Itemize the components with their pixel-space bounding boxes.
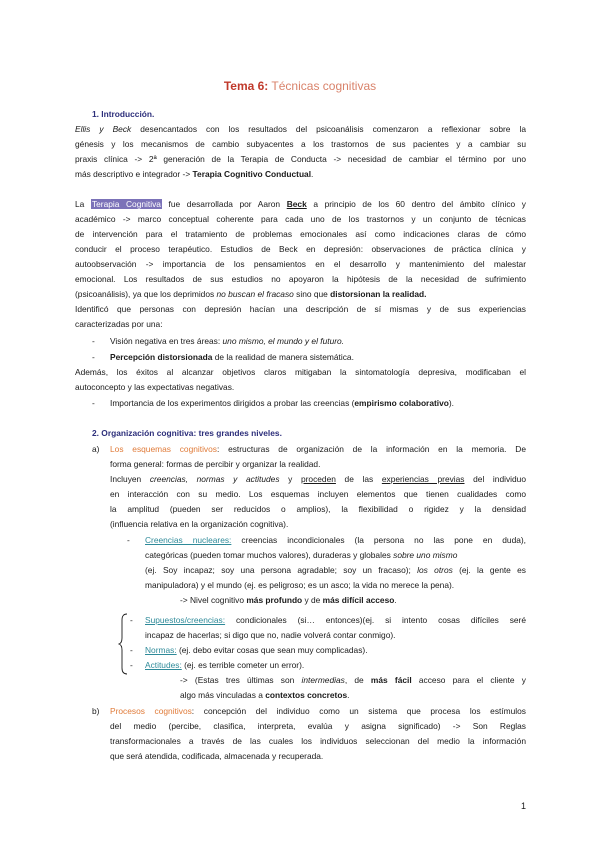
paragraph-line: transformacionales a través de las cuales los individuos seleccionan del medio la información (110, 736, 526, 746)
bullet-dash: - (92, 398, 95, 408)
paragraph-line: en interacción con su medio. Los esquemas incluyen elementos que tienen cualidades como (110, 489, 526, 499)
list-item: Percepción distorsionada de la realidad de manera sistemática. (110, 352, 354, 362)
section-2-heading: 2. Organización cognitiva: tres grandes niveles. (92, 428, 282, 438)
paragraph-line: -> Nivel cognitivo más profundo y de más difícil acceso. (180, 595, 397, 605)
paragraph-line: -> (Estas tres últimas son intermedias, de más fácil acceso para el cliente y (180, 675, 526, 685)
paragraph-line: Además, los éxitos al alcanzar objetivos claros mitigaban la sintomatología depresiva, modificaban el (75, 367, 526, 377)
bullet-dash: - (92, 336, 95, 346)
paragraph-line: autoconcepto y las expectativas negativas. (75, 382, 235, 392)
list-label: a) (92, 444, 100, 454)
bullet-dash: - (130, 645, 133, 655)
list-label: b) (92, 706, 100, 716)
paragraph-line: praxis clínica -> 2ª generación de la Terapia de Conducta -> necesidad de cambiar el término por uno (75, 154, 526, 164)
bullet-dash: - (130, 615, 133, 625)
bullet-dash: - (130, 660, 133, 670)
list-item: Importancia de los experimentos dirigidos a probar las creencias (empirismo colaborativo). (110, 398, 454, 408)
paragraph-line: académico -> marco conceptual coherente para cada uno de los trastornos y un conjunto de técnicas (75, 214, 526, 224)
list-item: Actitudes: (ej. es terrible cometer un error). (145, 660, 305, 670)
paragraph-line: caracterizadas por una: (75, 319, 163, 329)
bullet-dash: - (92, 352, 95, 362)
paragraph-line: Procesos cognitivos: concepción del individuo como un sistema que procesa los estímulos (110, 706, 526, 716)
list-item: Visión negativa en tres áreas: uno mismo, el mundo y el futuro. (110, 336, 345, 346)
paragraph-line: que será atendida, codificada, almacenada y recuperada. (110, 751, 324, 761)
paragraph-line: (ej. Soy incapaz; soy una persona agradable; soy un fracaso); los otros (ej. la gente es (145, 565, 526, 575)
list-item: Supuestos/creencias: condicionales (si… entonces)(ej. si intento cosas difíciles seré (145, 615, 526, 625)
paragraph-line: Ellis y Beck desencantados con los resultados del psicoanálisis comenzaron a reflexionar sobre la (75, 124, 526, 134)
highlighted-term: Terapia Cognitiva (91, 199, 161, 209)
section-1-heading: 1. Introducción. (92, 109, 155, 119)
list-item: Creencias nucleares: creencias incondicionales (la persona no las pone en duda), (145, 535, 526, 545)
page-title: Tema 6: Técnicas cognitivas (223, 79, 377, 93)
paragraph-line: Los esquemas cognitivos: estructuras de organización de la información en la memoria. De (110, 444, 526, 454)
brace-icon (118, 612, 130, 676)
paragraph-line: de intervención para el tratamiento de problemas emocionales así como indicaciones claras de cómo (75, 229, 526, 239)
paragraph-line: emocional. Los resultados de sus estudios no apoyaron la hipótesis de la necesidad de sufrimiento (75, 274, 526, 284)
page-number: 1 (521, 801, 527, 811)
paragraph-line: forma general: formas de percibir y organizar la realidad. (110, 459, 321, 469)
paragraph-line: categóricas (pueden tomar muchos valores), duraderas y globales sobre uno mismo (145, 550, 458, 560)
bullet-dash: - (127, 535, 130, 545)
paragraph-line: manipuladora) y el mundo (ej. es peligroso; es un asco; la vida no merece la pena). (145, 580, 455, 590)
paragraph-line: autoobservación -> importancia de los pensamientos en el desarrollo y mantenimiento del malestar (75, 259, 526, 269)
paragraph-line: algo más vinculadas a contextos concretos. (180, 690, 350, 700)
paragraph-line: del medio (percibe, clasifica, interpreta, evalúa y asigna significado) -> Son Reglas (110, 721, 526, 731)
paragraph-line: la amplitud (pueden ser reducidos o amplios), la flexibilidad o rigidez y la densidad (110, 504, 526, 514)
paragraph-line: Incluyen creencias, normas y actitudes y proceden de las experiencias previas del individuo (110, 474, 526, 484)
paragraph-line: (influencia relativa en la organización cognitiva). (110, 519, 289, 529)
paragraph-line: incapaz de hacerlas; si digo que no, nadie volverá contar conmigo). (145, 630, 396, 640)
paragraph-line: La Terapia Cognitiva fue desarrollada por Aaron Beck a principio de los 60 dentro del ámbito clínico y (75, 199, 526, 209)
paragraph-line: Identificó que personas con depresión hacían una descripción de sí mismas y de sus experiencias (75, 304, 526, 314)
paragraph-line: (psicoanálisis), ya que los deprimidos no buscan el fracaso sino que distorsionan la realidad. (75, 289, 427, 299)
paragraph-line: más descriptivo e integrador -> Terapia Cognitivo Conductual. (75, 169, 314, 179)
list-item: Normas: (ej. debo evitar cosas que sean muy complicadas). (145, 645, 368, 655)
paragraph-line: génesis y los mecanismos de cambio subyacentes a los trastornos de sus pacientes y a cambiar su (75, 139, 526, 149)
paragraph-line: conducir el proceso terapéutico. Estudios de Beck en depresión: observaciones de práctica clínica y (75, 244, 526, 254)
